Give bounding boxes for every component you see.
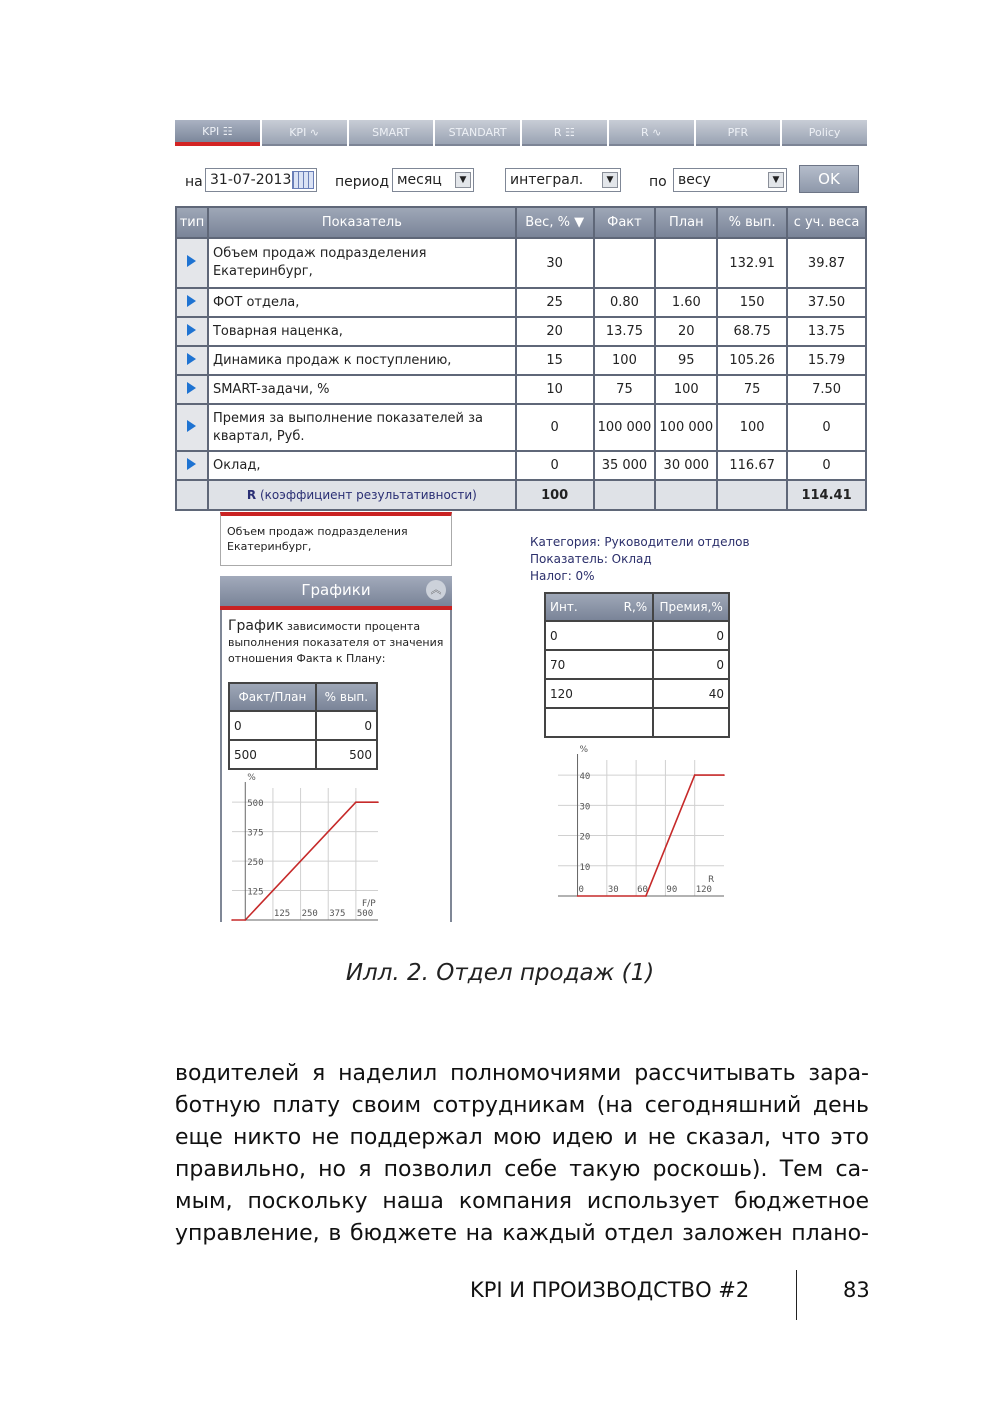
plan-cell: 100: [655, 375, 717, 404]
col-plan[interactable]: План: [655, 207, 717, 238]
cell: 500: [316, 740, 377, 769]
mode-value: интеграл.: [510, 172, 584, 188]
tab-pfr[interactable]: PFR: [696, 120, 781, 146]
cell: 120: [545, 679, 653, 708]
col-int: Инт.: [550, 600, 578, 614]
fact-cell: 0.80: [594, 288, 656, 317]
total-weighted: 114.41: [787, 480, 866, 510]
text-line: мым, поскольку наша компания использует бюджетное: [175, 1189, 869, 1214]
y-axis-label: %: [247, 773, 256, 783]
fact-cell: [594, 238, 656, 288]
y-tick-label: 40: [579, 772, 591, 783]
weight-cell: 10: [516, 375, 594, 404]
period-label: период: [335, 174, 389, 190]
x-tick-label: 250: [301, 909, 318, 919]
table-row[interactable]: [176, 238, 866, 288]
pct-cell: 132.91: [717, 238, 787, 288]
weight-cell: 30: [516, 238, 594, 288]
y-tick-label: 125: [247, 887, 264, 898]
tab-policy[interactable]: Policy: [782, 120, 867, 146]
col-weighted[interactable]: с уч. веса: [787, 207, 866, 238]
y-tick-label: 10: [579, 862, 591, 873]
desc-rest: зависимости процента выполнения показателя от значения отношения Факта к Плану:: [228, 620, 444, 665]
cell: 40: [653, 679, 729, 708]
weight-cell: 0: [516, 451, 594, 480]
total-row: [176, 480, 866, 510]
fact-cell: 13.75: [594, 317, 656, 346]
page-number: 83: [843, 1278, 870, 1302]
x-tick-label: 30: [607, 885, 619, 895]
total-label: [208, 480, 516, 510]
chevron-down-icon[interactable]: ▼: [455, 172, 471, 188]
selected-indicator-note: Объем продаж подразделения Екатеринбург,: [220, 512, 452, 566]
indicator-name: ФОТ отдела,: [208, 288, 516, 317]
body-paragraph: [175, 1058, 869, 1250]
charts-title: Графики: [301, 581, 371, 599]
indicator-name: Оклад,: [208, 451, 516, 480]
table-row[interactable]: [176, 288, 866, 317]
fp-chart: [228, 762, 384, 922]
pct-cell: 68.75: [717, 317, 787, 346]
weight-value: весу: [678, 172, 711, 188]
pct-cell: 105.26: [717, 346, 787, 375]
table-row[interactable]: [176, 451, 866, 480]
tab-kpi-chart[interactable]: KPI ∿: [262, 120, 347, 146]
fact-cell: 35 000: [594, 451, 656, 480]
table-row[interactable]: [176, 404, 866, 451]
pct-cell: 150: [717, 288, 787, 317]
expand-arrow-icon[interactable]: [187, 295, 196, 307]
cell: 500: [229, 740, 316, 769]
mode-select[interactable]: [505, 168, 621, 192]
col-fact-plan: Факт/План: [229, 683, 316, 711]
x-tick-label: 0: [578, 885, 584, 895]
fact-cell: 100 000: [594, 404, 656, 451]
col-type[interactable]: тип: [176, 207, 208, 238]
data-point: [694, 774, 696, 776]
table-row[interactable]: [545, 650, 729, 679]
charts-header: [220, 576, 452, 610]
weight-cell: 25: [516, 288, 594, 317]
data-point: [377, 801, 379, 803]
r-description: (коэффициент результативности): [256, 488, 477, 502]
expand-arrow-icon[interactable]: [187, 382, 196, 394]
kpi-table: [175, 206, 867, 511]
category-line: Категория: Руководители отделов: [530, 535, 750, 549]
data-point: [231, 919, 233, 921]
data-point: [645, 895, 647, 897]
fact-cell: 100: [594, 346, 656, 375]
table-row[interactable]: [176, 346, 866, 375]
chart-description: [228, 618, 448, 667]
x-tick-label: 120: [695, 885, 712, 895]
pct-cell: 100: [717, 404, 787, 451]
period-select[interactable]: [392, 168, 474, 192]
y-tick-label: 375: [247, 828, 264, 839]
col-pct[interactable]: % вып.: [717, 207, 787, 238]
indicator-name: Премия за выполнение показателей за квартал, Руб.: [208, 404, 516, 451]
indicator-name: SMART-задачи, %: [208, 375, 516, 404]
footer-divider: [796, 1270, 797, 1320]
tab-bar: [175, 120, 867, 154]
col-indicator[interactable]: Показатель: [208, 207, 516, 238]
plan-cell: 20: [655, 317, 717, 346]
plan-cell: 100 000: [655, 404, 717, 451]
y-axis-label: %: [579, 745, 589, 755]
chevron-up-icon[interactable]: ︽: [426, 580, 446, 600]
pct-cell: 116.67: [717, 451, 787, 480]
x-tick-label: 500: [356, 909, 374, 919]
category-info: [530, 534, 750, 585]
weight-cell: 20: [516, 317, 594, 346]
y-tick-label: 20: [579, 832, 591, 843]
calendar-icon[interactable]: [292, 171, 314, 189]
tab-r-chart[interactable]: R ∿: [609, 120, 694, 146]
weighted-cell: 39.87: [787, 238, 866, 288]
y-tick-label: 500: [247, 799, 264, 810]
total-weight: 100: [516, 480, 594, 510]
weighted-cell: 37.50: [787, 288, 866, 317]
weighted-cell: 0: [787, 404, 866, 451]
running-footer: KPI И ПРОИЗВОДСТВО #2: [470, 1278, 750, 1302]
text-line: водителей я наделил полномочиями рассчитывать зара-: [175, 1061, 869, 1086]
expand-arrow-icon[interactable]: [187, 353, 196, 365]
text-line: еще никто не поддержал мою идею и не сказал, что это: [175, 1125, 869, 1150]
table-row[interactable]: [176, 375, 866, 404]
x-tick-label: 60: [637, 885, 648, 895]
weighted-cell: 15.79: [787, 346, 866, 375]
cell: 0: [653, 650, 729, 679]
tab-standart[interactable]: STANDART: [435, 120, 520, 146]
x-tick-label: 375: [329, 909, 346, 919]
tab-smart[interactable]: SMART: [349, 120, 434, 146]
pct-cell: 75: [717, 375, 787, 404]
col-pct: % вып.: [316, 683, 377, 711]
table-row[interactable]: [229, 711, 377, 740]
chevron-down-icon[interactable]: ▼: [602, 172, 618, 188]
weight-select[interactable]: [673, 168, 787, 192]
indicator-name: Объем продаж подразделения Екатеринбург,: [208, 238, 516, 288]
indicator-line: Показатель: Оклад: [530, 552, 652, 566]
y-tick-label: 30: [579, 802, 591, 813]
expand-arrow-icon[interactable]: [187, 324, 196, 336]
plan-cell: 1.60: [655, 288, 717, 317]
y-tick-label: 250: [247, 858, 264, 869]
expand-arrow-icon[interactable]: [187, 458, 196, 470]
plan-cell: 30 000: [655, 451, 717, 480]
date-value: 31-07-2013: [210, 172, 292, 188]
data-point: [244, 919, 246, 921]
r-symbol: R: [246, 488, 257, 502]
chevron-down-icon[interactable]: ▼: [768, 172, 784, 188]
x-axis-label: F/P: [362, 899, 376, 909]
weighted-cell: 13.75: [787, 317, 866, 346]
ratio-table: [228, 682, 378, 770]
data-point: [355, 801, 357, 803]
figure-caption: Илл. 2. Отдел продаж (1): [345, 960, 655, 986]
table-row[interactable]: [176, 317, 866, 346]
cell: 0: [229, 711, 316, 740]
filter-bar: [175, 164, 867, 198]
x-tick-label: 125: [273, 909, 291, 919]
cell: 0: [653, 621, 729, 650]
r-chart: [554, 730, 730, 904]
text-line: правильно, но я позволил себе такую роскошь). Тем са-: [175, 1157, 869, 1182]
text-line: ботную плату своим сотрудникам (на сегодняшний день: [175, 1093, 869, 1118]
tab-r-table[interactable]: R ☷: [522, 120, 607, 146]
data-point: [577, 895, 579, 897]
col-fact[interactable]: Факт: [594, 207, 656, 238]
table-row[interactable]: [545, 621, 729, 650]
plan-cell: 95: [655, 346, 717, 375]
indicator-name: Товарная наценка,: [208, 317, 516, 346]
col-weight[interactable]: Вес, % ▼: [516, 207, 594, 238]
cell: 70: [545, 650, 653, 679]
plan-cell: [655, 238, 717, 288]
weight-label: по: [649, 174, 667, 190]
table-row[interactable]: [545, 679, 729, 708]
cell: 0: [316, 711, 377, 740]
weighted-cell: 0: [787, 451, 866, 480]
weight-cell: 0: [516, 404, 594, 451]
ok-button[interactable]: OK: [799, 165, 859, 193]
period-value: месяц: [397, 172, 442, 188]
expand-arrow-icon[interactable]: [187, 255, 196, 267]
weight-cell: 15: [516, 346, 594, 375]
col-r: R,%: [623, 600, 648, 614]
expand-arrow-icon[interactable]: [187, 420, 196, 432]
cell: 0: [545, 621, 653, 650]
weighted-cell: 7.50: [787, 375, 866, 404]
fact-cell: 75: [594, 375, 656, 404]
tax-line: Налог: 0%: [530, 569, 595, 583]
x-axis-label: R: [708, 875, 715, 885]
bonus-table: [544, 592, 730, 738]
date-input[interactable]: [205, 168, 317, 192]
col-int-r: [545, 593, 653, 621]
data-point: [723, 774, 725, 776]
date-label: на: [185, 174, 203, 190]
indicator-name: Динамика продаж к поступлению,: [208, 346, 516, 375]
col-bonus: Премия,%: [653, 593, 729, 621]
text-line: управление, в бюджете на каждый отдел заложен плано-: [175, 1221, 869, 1246]
desc-first-word: График: [228, 618, 284, 634]
charts-body: [220, 610, 452, 922]
tab-kpi-table[interactable]: KPI ☷: [175, 120, 260, 146]
x-tick-label: 90: [666, 885, 678, 895]
